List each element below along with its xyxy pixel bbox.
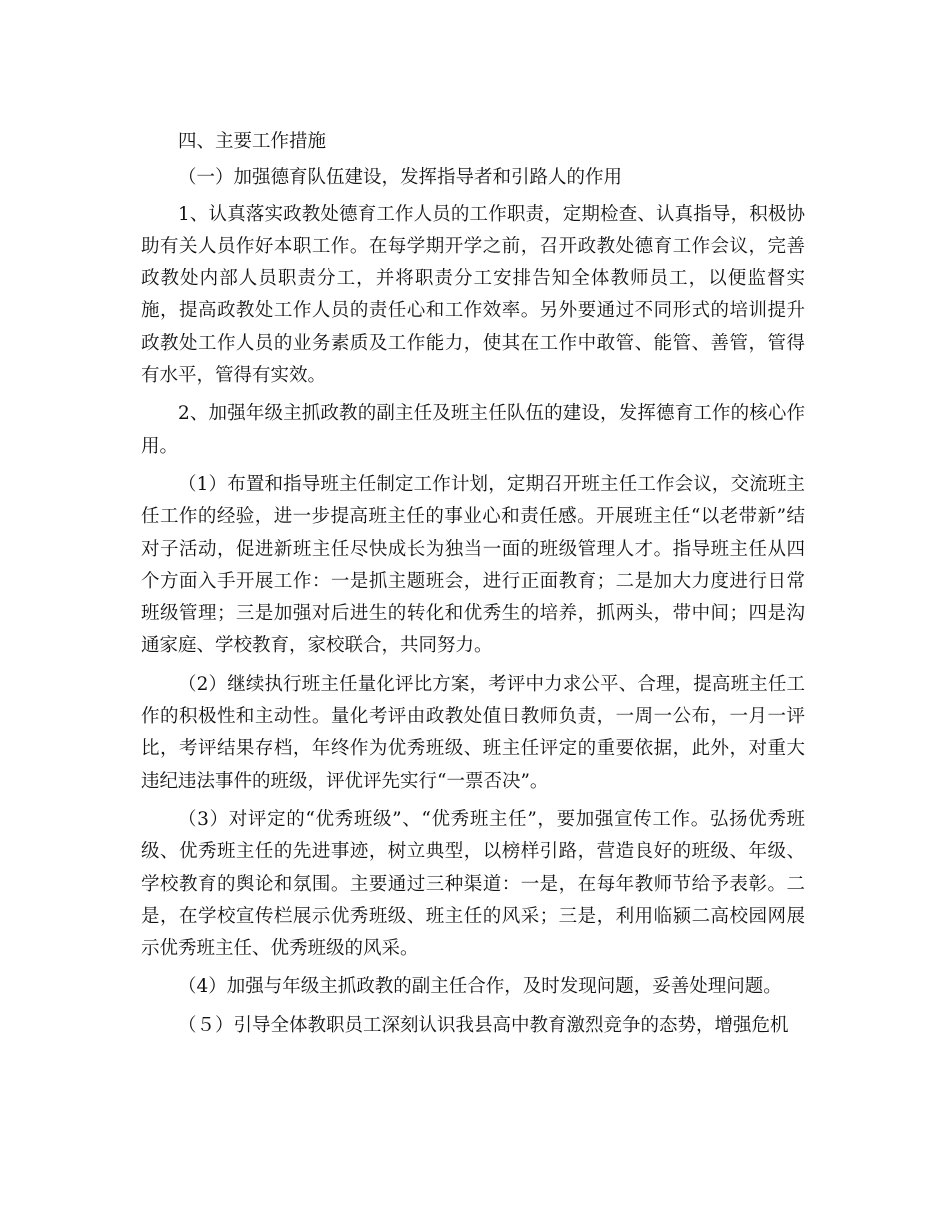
paragraph-3: （1）布置和指导班主任制定工作计划，定期召开班主任工作会议，交流班主任工作的经验，进一步提高班主任的事业心和责任感。开展班主任“以老带新”结对子活动，促进新班主任尽快成长为独当一面的班级管理人才。指导班主任从四个方面入手开展工作：一是抓主题班会，进行正面教育；二是加大力度进行日常班级管理；三是加强对后进生的转化和优秀生的培养，抓两头，带中间；四是沟通家庭、学校教育，家校联合，共同努力。 (141, 473, 805, 657)
paragraph-4: （2）继续执行班主任量化评比方案，考评中力求公平、合理，提高班主任工作的积极性和主动性。量化考评由政教处值日教师负责，一周一公布，一月一评比，考评结果存档，年终作为优秀班级、班主任评定的重要依据，此外，对重大违纪违法事件的班级，评优评先实行“一票否决”。 (141, 673, 805, 792)
paragraph-7: （５）引导全体教职员工深刻认识我县高中教育激烈竞争的态势，增强危机 (178, 1014, 789, 1036)
paragraph-5: （3）对评定的“优秀班级”、“优秀班主任”，要加强宣传工作。弘扬优秀班级、优秀班主任的先进事迹，树立典型，以榜样引路，营造良好的班级、年级、学校教育的舆论和氛围。主要通过三种渠道：一是，在每年教师节给予表彰。二是，在学校宣传栏展示优秀班级、班主任的风采；三是，利用临颍二高校园网展示优秀班主任、优秀班级的风采。 (141, 808, 805, 960)
paragraph-1: 1、认真落实政教处德育工作人员的工作职责，定期检查、认真指导，积极协助有关人员作好本职工作。在每学期开学之前，召开政教处德育工作会议，完善政教处内部人员职责分工，并将职责分工安排告知全体教师员工，以便监督实施，提高政教处工作人员的责任心和工作效率。另外要通过不同形式的培训提升政教处工作人员的业务素质及工作能力，使其在工作中敢管、能管、善管，管得有水平，管得有实效。 (141, 203, 805, 387)
paragraph-6: （4）加强与年级主抓政教的副主任合作，及时发现问题，妥善处理问题。 (178, 976, 782, 998)
document-body (141, 126, 805, 1048)
subsection-heading: （一）加强德育队伍建设，发挥指导者和引路人的作用 (178, 167, 623, 189)
paragraph-2: 2、加强年级主抓政教的副主任及班主任队伍的建设，发挥德育工作的核心作用。 (141, 403, 805, 457)
section-heading: 四、主要工作措施 (178, 131, 327, 152)
